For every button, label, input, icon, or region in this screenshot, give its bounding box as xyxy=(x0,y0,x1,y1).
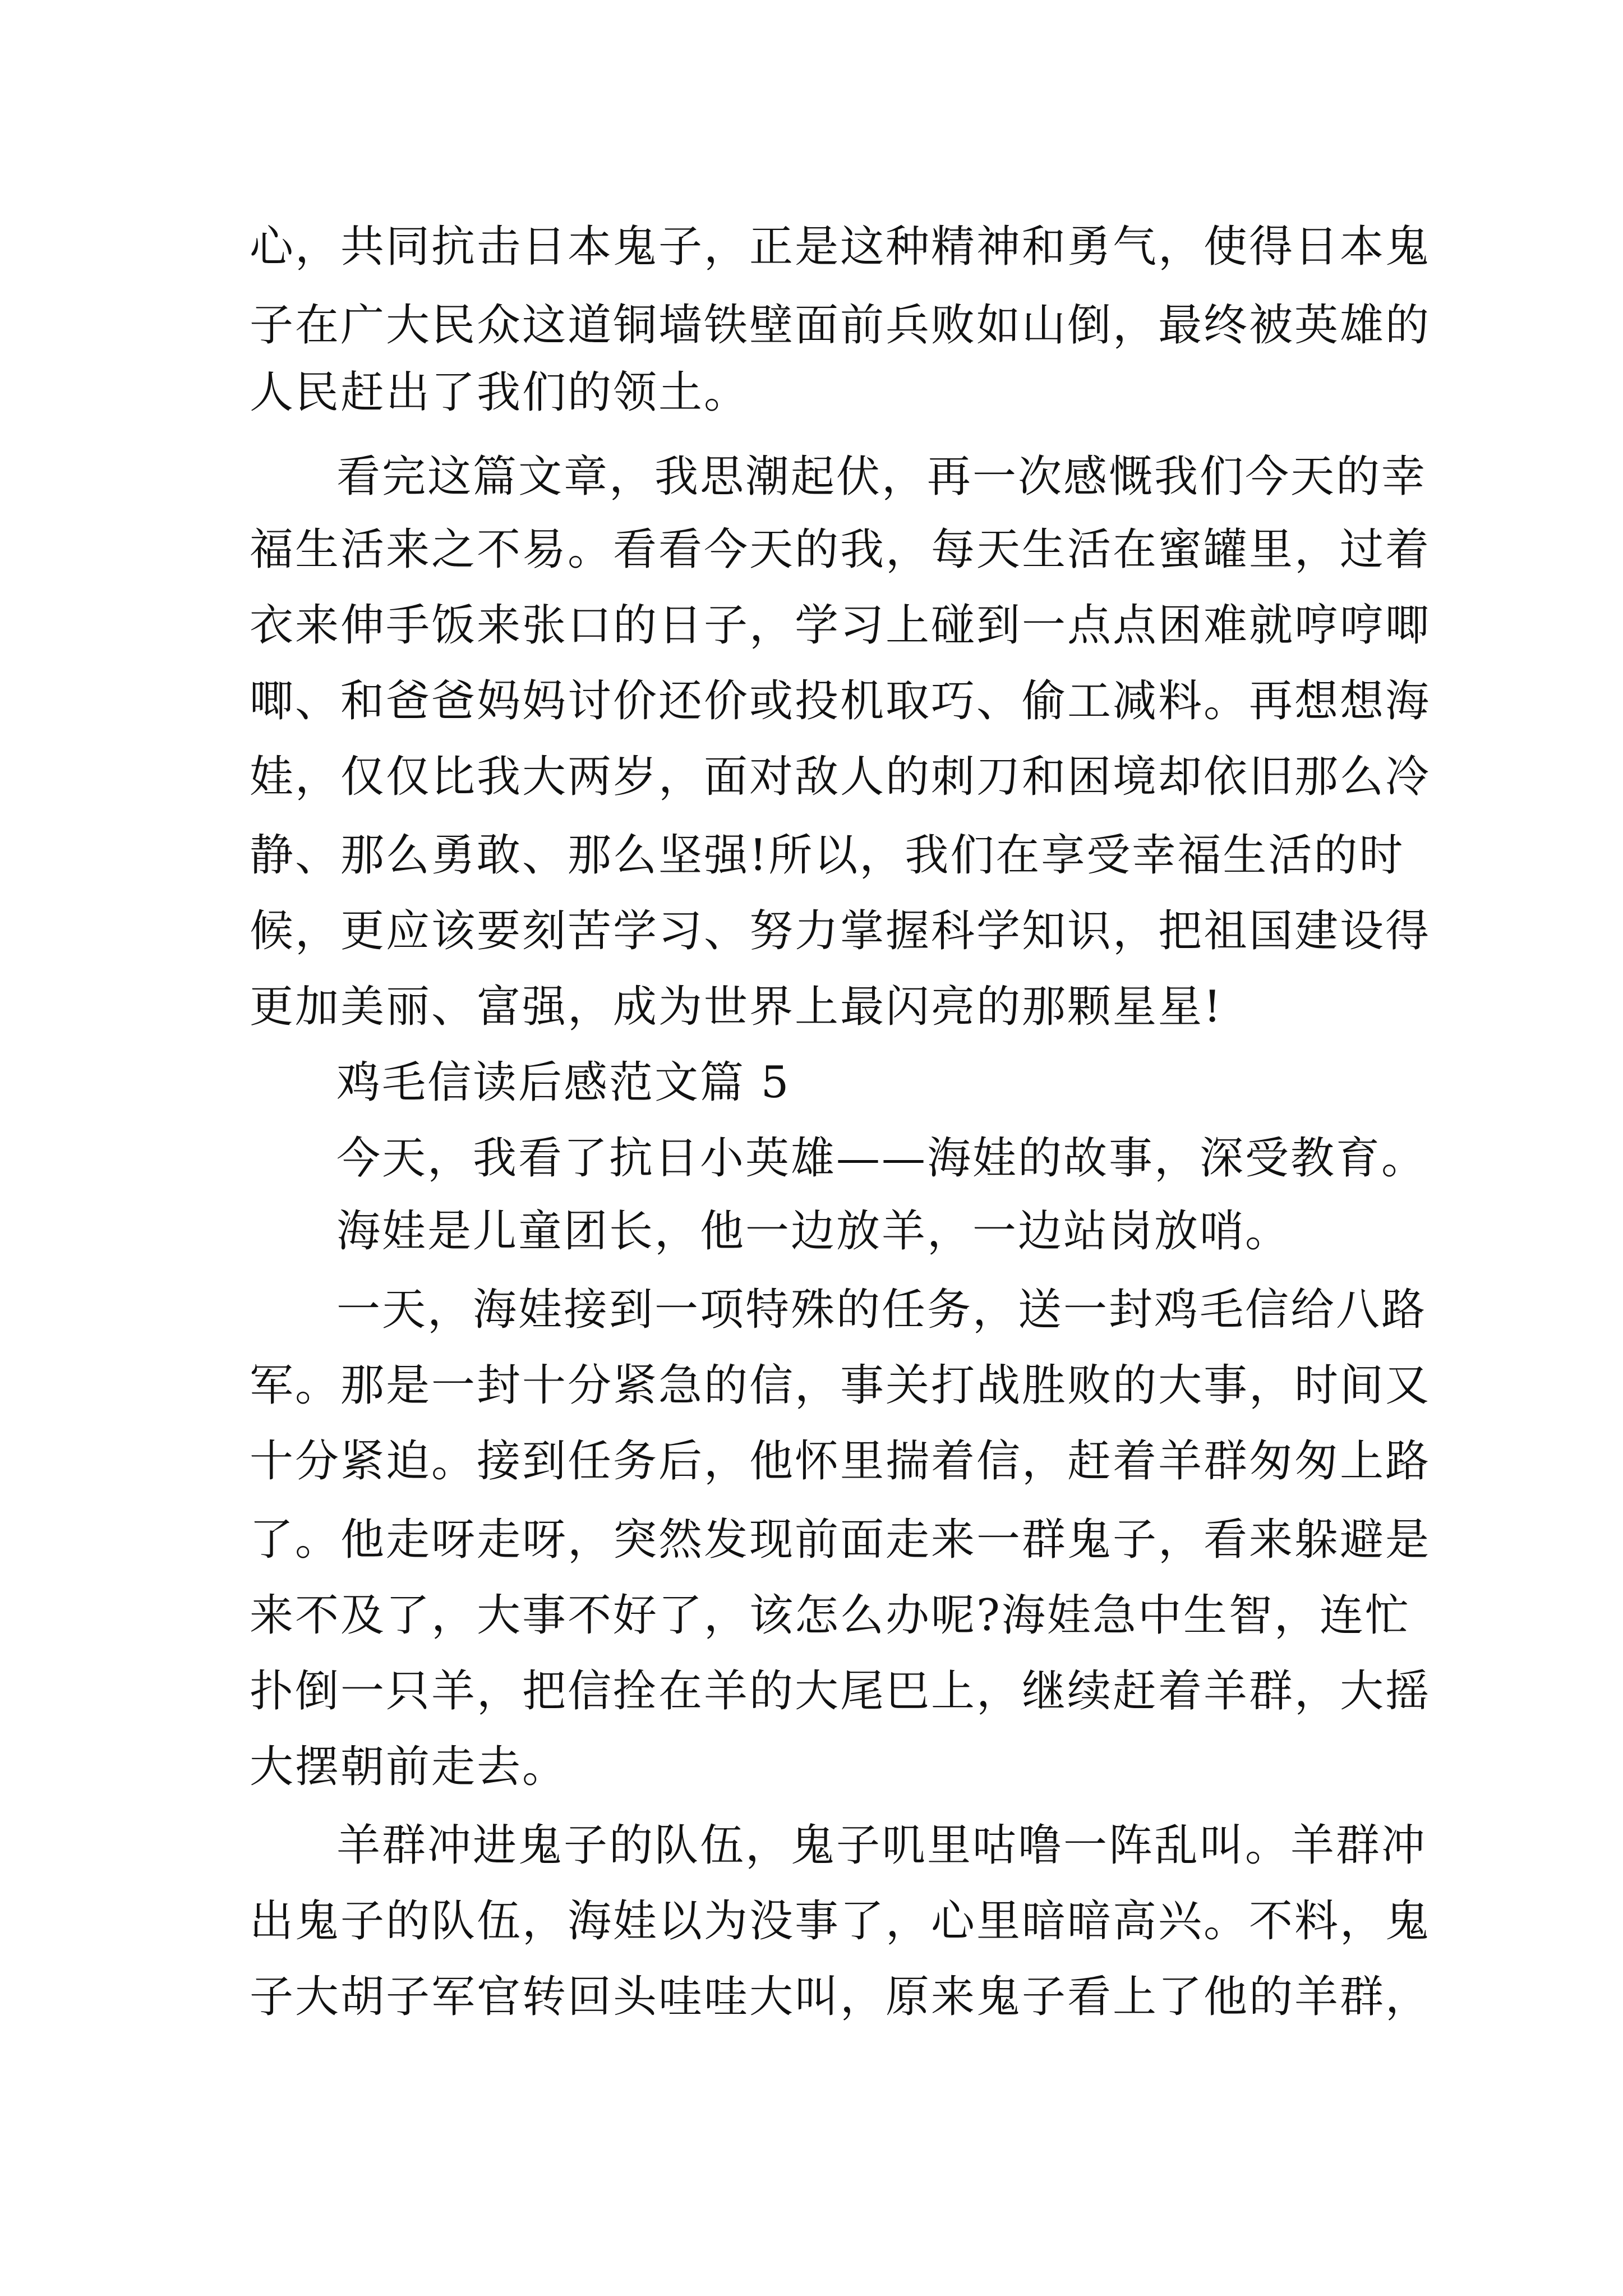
text-line: 看完这篇文章，我思潮起伏，再一次感慨我们今天的幸 xyxy=(336,452,1427,502)
text-line: 静、那么勇敢、那么坚强!所以，我们在享受幸福生活的时 xyxy=(250,830,1405,881)
text-line: 更加美丽、富强，成为世界上最闪亮的那颗星星! xyxy=(250,982,1223,1032)
text-line: 衣来伸手饭来张口的日子，学习上碰到一点点困难就哼哼唧 xyxy=(250,600,1431,651)
text-line: 一天，海娃接到一项特殊的任务，送一封鸡毛信给八路 xyxy=(336,1285,1427,1335)
text-line: 福生活来之不易。看看今天的我，每天生活在蜜罐里，过着 xyxy=(250,524,1431,575)
text-line: 娃，仅仅比我大两岁，面对敌人的刺刀和困境却依旧那么冷 xyxy=(250,752,1431,802)
text-line: 羊群冲进鬼子的队伍，鬼子叽里咕噜一阵乱叫。羊群冲 xyxy=(336,1820,1427,1871)
text-line: 来不及了，大事不好了，该怎么办呢?海娃急中生智，连忙 xyxy=(250,1590,1410,1641)
text-line: 唧、和爸爸妈妈讨价还价或投机取巧、偷工减料。再想想海 xyxy=(250,676,1431,726)
text-line: 十分紧迫。接到任务后，他怀里揣着信，赶着羊群匆匆上路 xyxy=(250,1436,1431,1487)
text-line: 扑倒一只羊，把信拴在羊的大尾巴上，继续赶着羊群，大摇 xyxy=(250,1666,1431,1717)
text-line: 心，共同抗击日本鬼子，正是这种精神和勇气，使得日本鬼 xyxy=(250,222,1431,272)
text-line: 海娃是儿童团长，他一边放羊，一边站岗放哨。 xyxy=(336,1206,1291,1257)
text-line: 子在广大民众这道铜墙铁壁面前兵败如山倒，最终被英雄的 xyxy=(250,300,1431,351)
text-line: 人民赶出了我们的领土。 xyxy=(250,367,750,418)
section-heading: 鸡毛信读后感范文篇 5 xyxy=(336,1057,791,1108)
text-line: 了。他走呀走呀，突然发现前面走来一群鬼子，看来躲避是 xyxy=(250,1515,1431,1565)
text-line: 子大胡子军官转回头哇哇大叫，原来鬼子看上了他的羊群， xyxy=(250,1972,1431,2022)
text-line: 出鬼子的队伍，海娃以为没事了，心里暗暗高兴。不料，鬼 xyxy=(250,1896,1431,1947)
text-line: 今天，我看了抗日小英雄——海娃的故事，深受教育。 xyxy=(336,1133,1427,1184)
text-line: 大摆朝前走去。 xyxy=(250,1742,568,1792)
text-line: 候，更应该要刻苦学习、努力掌握科学知识，把祖国建设得 xyxy=(250,906,1431,956)
text-line: 军。那是一封十分紧急的信，事关打战胜败的大事，时间又 xyxy=(250,1360,1431,1411)
